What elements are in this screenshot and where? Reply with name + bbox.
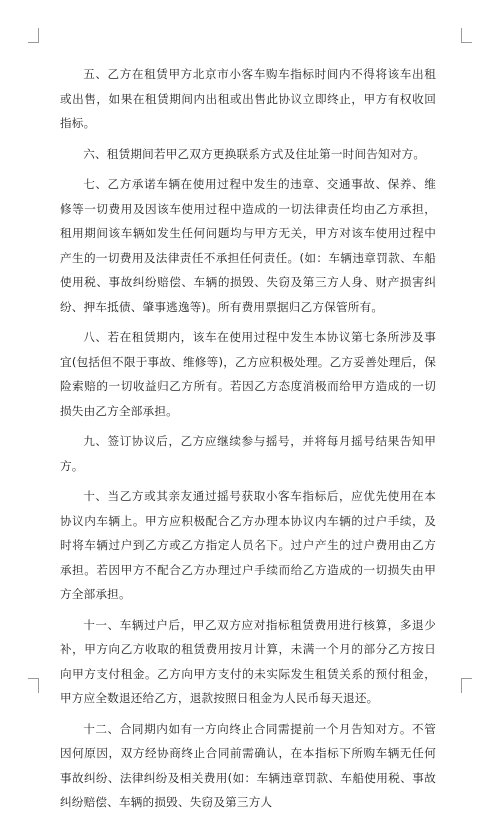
clause-10: 十、当乙方或其亲友通过摇号获取小客车指标后，应优先使用在本协议内车辆上。甲方应积极配合乙方办理本协议内车辆的过户手续，及时将车辆过户到乙方或乙方指定人员名下。过户产生的过户费用由乙方承担。若因甲方不配合乙方办理过户手续而给乙方造成的一切损失由甲方全部承担。 [60,489,436,601]
crop-mark-top-left [28,28,39,43]
clause-6: 六、租赁期间若甲乙双方更换联系方式及住址第一时间告知对方。 [83,146,426,161]
crop-mark-top-right [461,28,472,43]
clause-9: 九、签订协议后，乙方应继续参与摇号，并将每月摇号结果告知甲方。 [60,434,436,473]
clause-11: 十一、车辆过户后，甲乙双方应对指标租赁费用进行核算，多退少补，甲方向乙方收取的租赁费用按月计算，未满一个月的部分乙方按日向甲方支付租金。乙方向甲方支付的未实际发生租赁关系的预付租金，甲方应全数退还给乙方，退款按照日租金为人民币每天退还。 [60,617,436,705]
clause-5: 五、乙方在租赁甲方北京市小客车购车指标时间内不得将该车出租或出售，如果在租赁期间内出租或出售此协议立即终止，甲方有权收回指标。 [60,67,436,130]
clause-8: 八、若在租赁期内，该车在使用过程中发生本协议第七条所涉及事宜(包括但不限于事故、维修等)，乙方应积极处理。乙方妥善处理后，保险索赔的一切收益归乙方所有。若因乙方态度消极而给甲方造成的一切损失由乙方全部承担。 [60,330,436,418]
clause-12: 十二、合同期内如有一方向终止合同需提前一个月告知对方。不管因何原因，双方经协商终止合同前需确认，在本指标下所购车辆无任何事故纠纷、法律纠纷及相关费用(如：车辆违章罚款、车船使用税、事故纠纷赔偿、车辆的损毁、失窃及第三方人 [60,721,436,809]
crop-mark-bottom-left [28,678,39,693]
clause-7: 七、乙方承诺车辆在使用过程中发生的违章、交通事故、保养、维修等一切费用及因该车使用过程中造成的一切法律责任均由乙方承担，租用期间该车辆如发生任何问题均与甲方无关，甲方对该车使用过程中产生的一切费用及法律责任不承担任何责任。(如：车辆违章罚款、车船使用税、事故纠纷赔偿、车辆的损毁、失窃及第三方人身、财产损害纠纷、押车抵债、肇事逃逸等)。所有费用票据归乙方保管所有。 [60,177,436,314]
crop-mark-bottom-right [461,678,472,693]
